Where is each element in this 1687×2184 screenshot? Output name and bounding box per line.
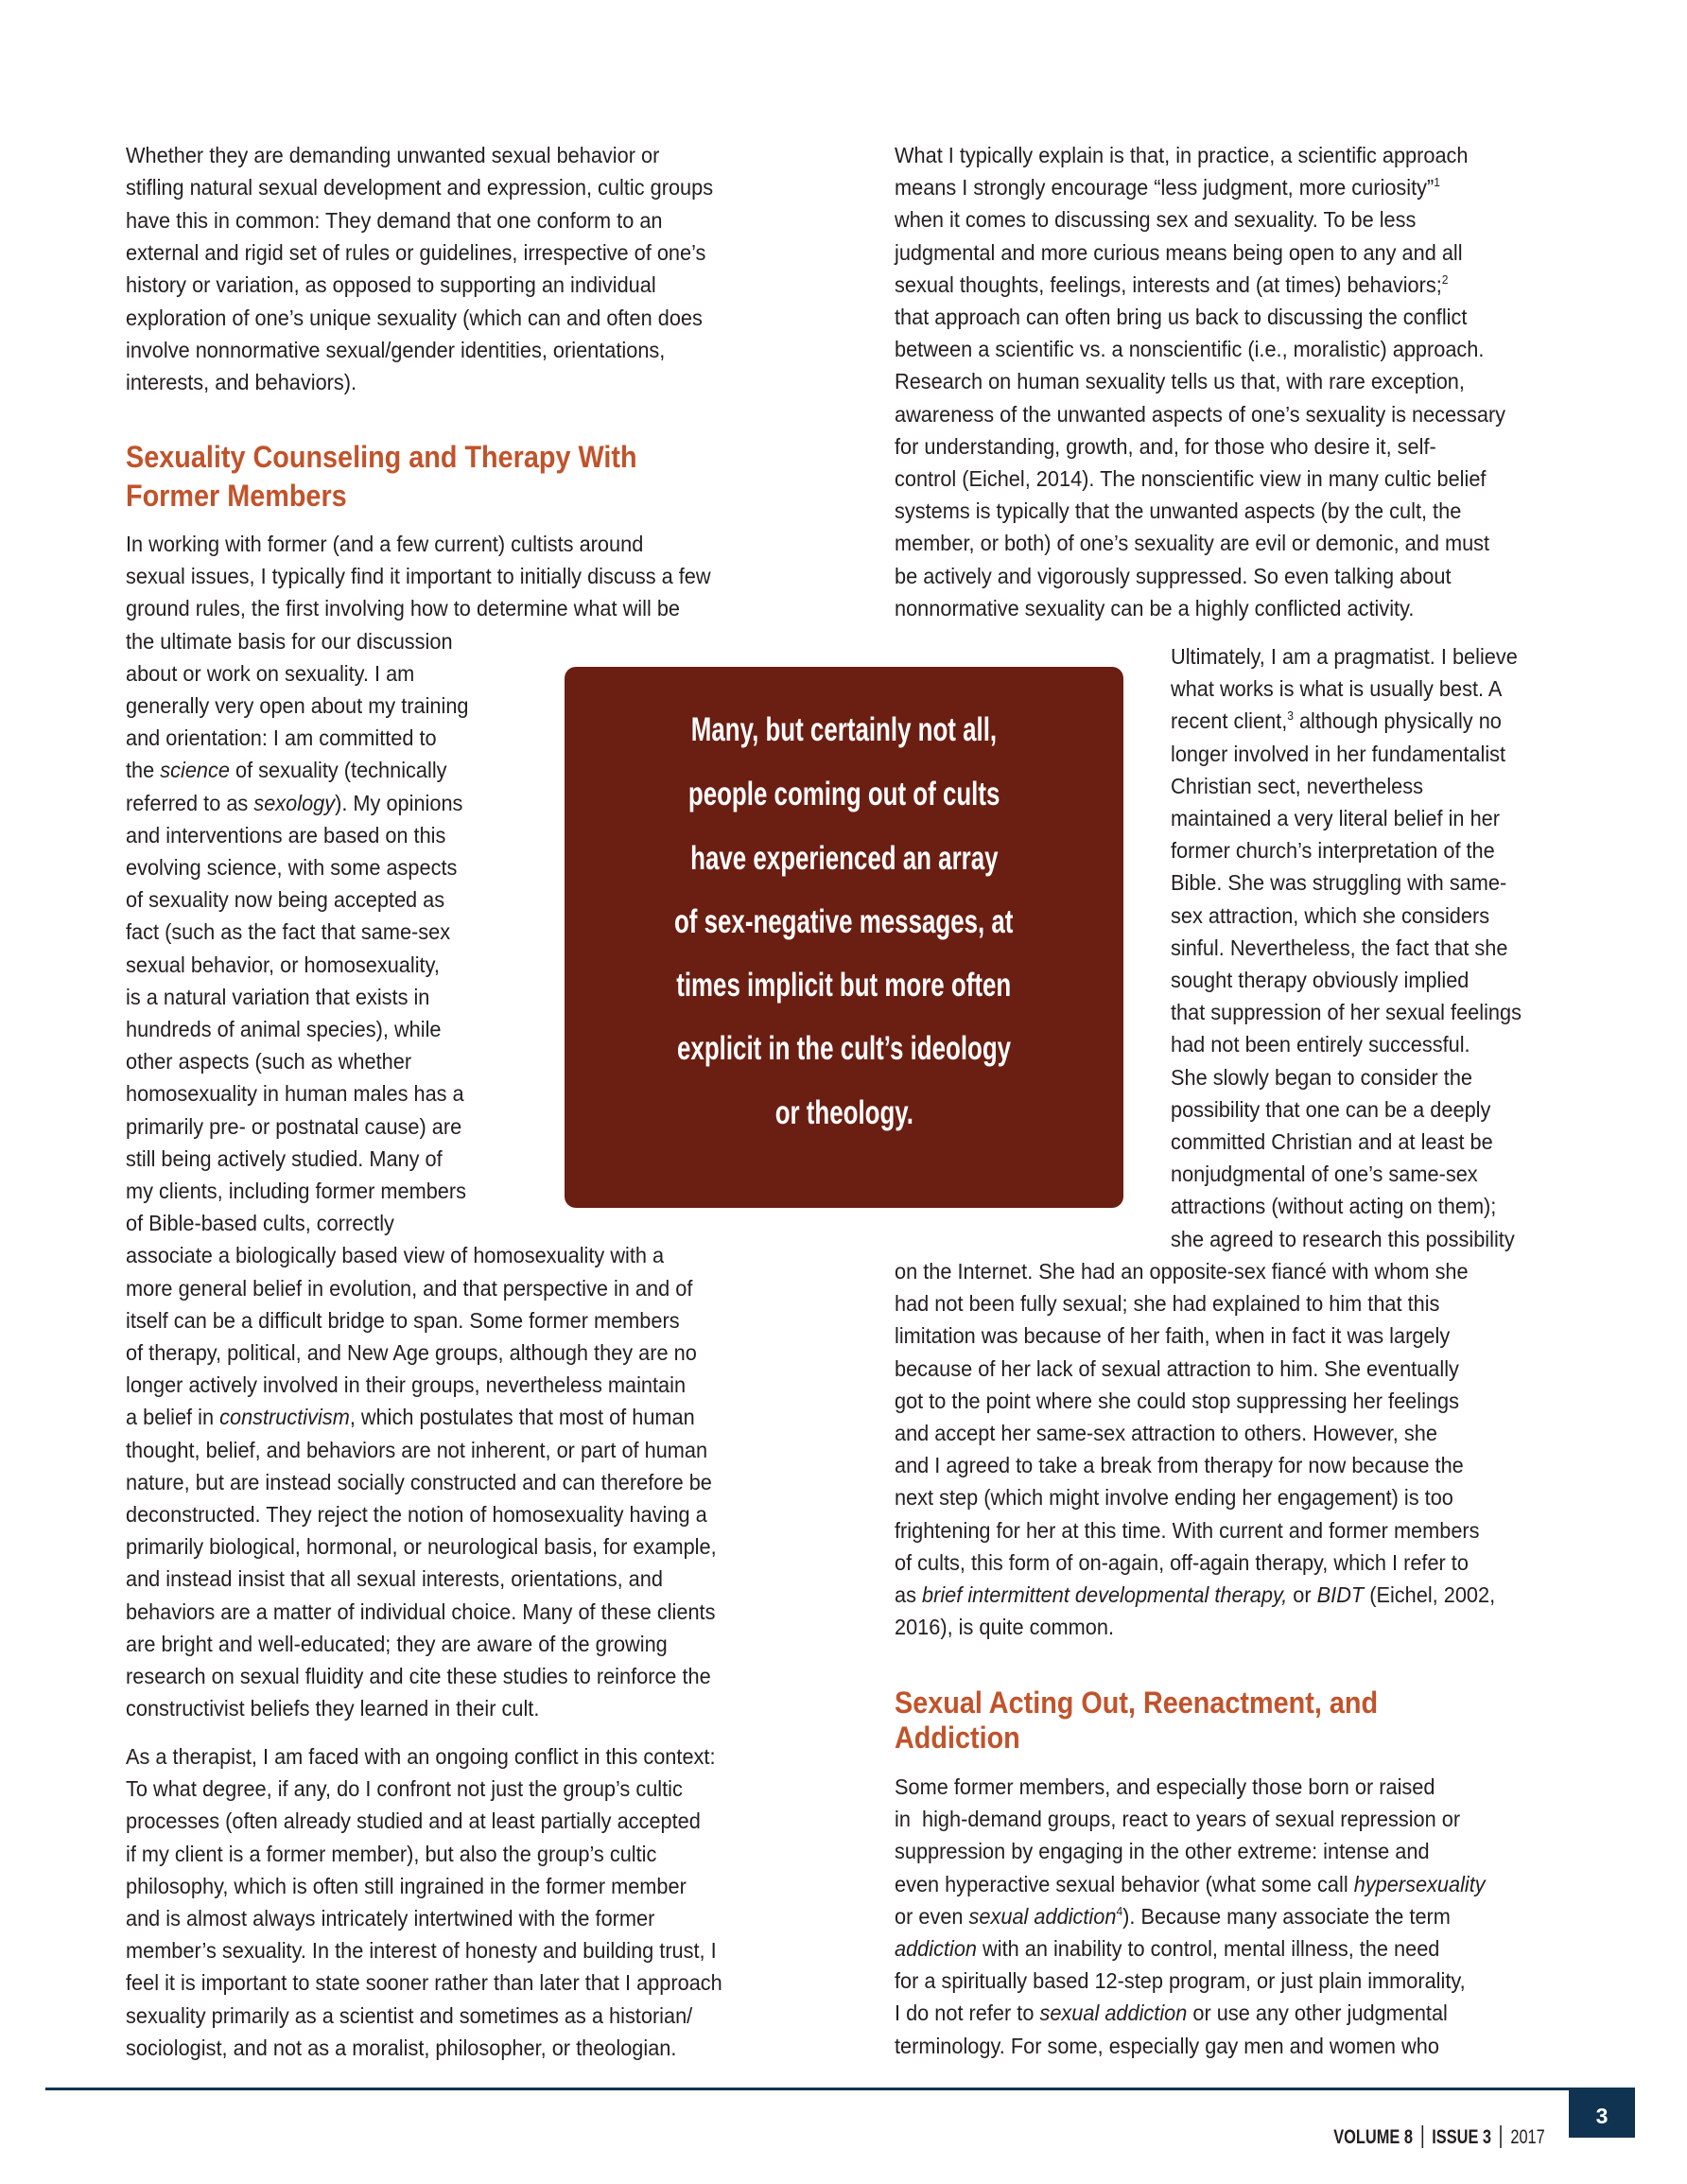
text-line: maintained a very literal belief in her	[1171, 806, 1500, 830]
text-line: control (Eichel, 2014). The nonscientific view in many cultic belief	[895, 466, 1487, 491]
text-line: committed Christian and at least be	[1171, 1129, 1493, 1154]
volume-label: VOLUME 8	[1333, 2126, 1413, 2148]
text-line: deconstructed. They reject the notion of homosexuality having a	[126, 1502, 707, 1527]
text-line: possibility that one can be a deeply	[1171, 1096, 1491, 1122]
text-line: are bright and well-educated; they are aware of the growing	[126, 1631, 668, 1656]
pull-quote-line: times implicit but more often	[676, 967, 1012, 1004]
text-line: that approach can often bring us back to discussing the conflict	[895, 305, 1468, 329]
text-line: member’s sexuality. In the interest of honesty and building trust, I	[126, 1938, 717, 1964]
text-line: what works is what is usually best. A	[1171, 676, 1503, 702]
text-line: research on sexual fluidity and cite these studies to reinforce the	[126, 1664, 711, 1688]
text-line: of cults, this form of on-again, off-again therapy, which I refer to	[895, 1549, 1469, 1575]
text-line: awareness of the unwanted aspects of one’s sexuality is necessary	[895, 401, 1506, 427]
text-line: if my client is a former member), but also the group’s cultic	[126, 1841, 657, 1866]
separator	[1421, 2125, 1423, 2148]
text-line: limitation was because of her faith, when in fact it was largely	[895, 1323, 1451, 1349]
pull-quote-line: explicit in the cult’s ideology	[676, 1030, 1012, 1067]
text-line: about or work on sexuality. I am	[126, 660, 415, 686]
text-line: sexual thoughts, feelings, interests and (at times) behaviors;$^2$	[895, 271, 1449, 297]
text-line: sex attraction, which she considers	[1171, 902, 1490, 928]
year-label: 2017	[1510, 2126, 1545, 2148]
text-line: longer involved in her fundamentalist	[1171, 741, 1506, 766]
text-line: other aspects (such as whether	[126, 1049, 412, 1075]
text-line: To what degree, if any, do I confront not just the group’s cultic	[126, 1776, 683, 1802]
text-line: referred to as sexology). My opinions	[126, 790, 463, 815]
text-line: longer actively involved in their groups, nevertheless maintain	[126, 1372, 687, 1398]
text-line: frightening for her at this time. With current and former members	[895, 1517, 1480, 1543]
text-line: because of her lack of sexual attraction to him. She eventually	[895, 1355, 1459, 1381]
text-line: As a therapist, I am faced with an ongoing conflict in this context:	[126, 1744, 716, 1769]
text-line: hundreds of animal species), while	[126, 1017, 442, 1041]
text-line: nonjudgmental of one’s same-sex	[1171, 1162, 1478, 1187]
text-line: a belief in constructivism, which postulates that most of human	[126, 1405, 695, 1430]
section-heading-sexual-acting-out-line-2: Addiction	[895, 1721, 1020, 1755]
text-line: associate a biologically based view of homosexuality with a	[126, 1243, 665, 1268]
text-line: next step (which might involve ending her engagement) is too	[895, 1485, 1453, 1511]
issue-label: ISSUE 3	[1432, 2126, 1492, 2148]
separator	[1500, 2125, 1502, 2148]
text-line: stifling natural sexual development and expression, cultic groups	[126, 175, 714, 201]
text-line: and interventions are based on this	[126, 822, 446, 847]
text-line: for a spiritually based 12-step program, or just plain immorality,	[895, 1968, 1466, 1994]
text-line: former church’s interpretation of the	[1171, 838, 1495, 864]
text-line: member, or both) of one’s sexuality are evil or demonic, and must	[895, 531, 1490, 556]
text-line: primarily biological, hormonal, or neurological basis, for example,	[126, 1534, 717, 1560]
text-line: addiction with an inability to control, mental illness, the need	[895, 1936, 1440, 1961]
text-line: interests, and behaviors).	[126, 370, 357, 395]
text-line: of therapy, political, and New Age groups, although they are no	[126, 1340, 697, 1365]
text-line: external and rigid set of rules or guidelines, irrespective of one’s	[126, 239, 706, 265]
issue-info	[1316, 2105, 1545, 2148]
text-line: Christian sect, nevertheless	[1171, 773, 1424, 798]
text-line: history or variation, as opposed to supporting an individual	[126, 272, 656, 298]
pull-quote-line: people coming out of cults	[687, 776, 1000, 812]
text-line: and accept her same-sex attraction to others. However, she	[895, 1421, 1437, 1445]
text-line: had not been entirely successful.	[1171, 1032, 1470, 1057]
text-line: generally very open about my training	[126, 693, 469, 718]
text-line: even hyperactive sexual behavior (what some call hypersexuality	[895, 1871, 1486, 1896]
text-line: is a natural variation that exists in	[126, 984, 430, 1009]
text-line: constructivist beliefs they learned in their cult.	[126, 1696, 540, 1721]
section-heading-sexuality-counseling-line-2: Former Members	[126, 479, 347, 513]
text-line: as brief intermittent developmental therapy, or BIDT (Eichel, 2002,	[895, 1582, 1496, 1607]
text-line: and orientation: I am committed to	[126, 725, 437, 751]
text-line: sexual behavior, or homosexuality,	[126, 952, 440, 977]
text-line: and instead insist that all sexual interests, orientations, and	[126, 1566, 663, 1592]
text-line: more general belief in evolution, and that perspective in and of	[126, 1275, 693, 1301]
section-heading-sexual-acting-out-line-1: Sexual Acting Out, Reenactment, and	[895, 1686, 1379, 1720]
text-line: sought therapy obviously implied	[1171, 968, 1470, 992]
text-line: or even sexual addiction$^4$). Because many associate the term	[895, 1903, 1451, 1929]
text-line: Bible. She was struggling with same-	[1171, 870, 1507, 896]
footer-divider	[45, 2088, 1635, 2090]
pull-quote-line: have experienced an array	[689, 840, 999, 877]
text-line: still being actively studied. Many of	[126, 1145, 443, 1171]
text-line: Whether they are demanding unwanted sexual behavior or	[126, 143, 660, 167]
text-line: thought, belief, and behaviors are not inherent, or part of human	[126, 1437, 708, 1462]
pull-quote-line: of sex-negative messages, at	[674, 903, 1014, 940]
text-line: In working with former (and a few current) cultists around	[126, 532, 644, 556]
text-line: involve nonnormative sexual/gender identities, orientations,	[126, 337, 666, 362]
text-line: terminology. For some, especially gay men and women who	[895, 2033, 1439, 2058]
text-line: nonnormative sexuality can be a highly conflicted activity.	[895, 595, 1415, 620]
text-line: between a scientific vs. a nonscientific (i.e., moralistic) approach.	[895, 337, 1485, 362]
text-line: the ultimate basis for our discussion	[126, 628, 453, 654]
text-line: I do not refer to sexual addiction or use any other judgmental	[895, 2001, 1448, 2026]
text-line: homosexuality in human males has a	[126, 1081, 464, 1107]
text-line: have this in common: They demand that one conform to an	[126, 207, 663, 233]
text-line: Some former members, and especially those born or raised	[895, 1774, 1435, 1799]
text-line: sinful. Nevertheless, the fact that she	[1171, 935, 1508, 960]
text-line: recent client,$^3$ although physically no	[1171, 708, 1502, 734]
text-line: evolving science, with some aspects	[126, 855, 458, 880]
text-line: got to the point where she could stop suppressing her feelings	[895, 1388, 1459, 1413]
text-line: Research on human sexuality tells us that, with rare exception,	[895, 369, 1465, 394]
text-line: be actively and vigorously suppressed. So even talking about	[895, 563, 1452, 588]
text-line: the science of sexuality (technically	[126, 758, 447, 783]
text-line: sexual issues, I typically find it important to initially discuss a few	[126, 564, 711, 589]
text-line: behaviors are a matter of individual choice. Many of these clients	[126, 1599, 716, 1624]
text-line: suppression by engaging in the other extreme: intense and	[895, 1839, 1430, 1864]
text-line: means I strongly encourage “less judgment, more curiosity”$^1$	[895, 175, 1440, 201]
text-line: primarily pre- or postnatal cause) are	[126, 1113, 462, 1139]
text-line: and I agreed to take a break from therapy for now because the	[895, 1453, 1464, 1478]
text-line: philosophy, which is often still ingrained in the former member	[126, 1873, 687, 1898]
pull-quote-line: or theology.	[774, 1094, 913, 1131]
text-line: on the Internet. She had an opposite-sex fiancé with whom she	[895, 1259, 1469, 1284]
text-line: feel it is important to state sooner rather than later that I approach	[126, 1970, 722, 1996]
text-line: exploration of one’s unique sexuality (which can and often does	[126, 305, 703, 330]
text-line: systems is typically that the unwanted aspects (by the cult, the	[895, 498, 1462, 524]
text-line: She slowly began to consider the	[1171, 1064, 1473, 1090]
text-line: and is almost always intricately intertwined with the former	[126, 1906, 655, 1931]
text-line: of Bible-based cults, correctly	[126, 1211, 394, 1236]
section-heading-sexuality-counseling-line-1: Sexuality Counseling and Therapy With	[126, 440, 637, 474]
text-line: fact (such as the fact that same-sex	[126, 919, 451, 945]
text-line: of sexuality now being accepted as	[126, 887, 445, 913]
text-line: ground rules, the first involving how to determine what will be	[126, 596, 681, 621]
text-line: for understanding, growth, and, for those who desire it, self-	[895, 433, 1436, 459]
text-line: sexuality primarily as a scientist and sometimes as a historian/	[126, 2002, 693, 2028]
pull-quote-box	[565, 667, 1123, 1208]
text-line: judgmental and more curious means being open to any and all	[895, 239, 1463, 265]
text-line: 2016), is quite common.	[895, 1615, 1114, 1640]
text-line: Ultimately, I am a pragmatist. I believe	[1171, 644, 1518, 669]
text-line: sociologist, and not as a moralist, philosopher, or theologian.	[126, 2035, 677, 2060]
text-line: when it comes to discussing sex and sexuality. To be less	[895, 207, 1417, 233]
text-line: attractions (without acting on them);	[1171, 1194, 1497, 1219]
text-line: itself can be a difficult bridge to span. Some former members	[126, 1307, 680, 1333]
text-line: that suppression of her sexual feelings	[1171, 1000, 1522, 1025]
page-number: 3	[1595, 2104, 1609, 2128]
text-line: processes (often already studied and at least partially accepted	[126, 1808, 701, 1834]
text-line: What I typically explain is that, in practice, a scientific approach	[895, 143, 1469, 167]
text-line: had not been fully sexual; she had explained to him that this	[895, 1291, 1440, 1317]
page-number-box	[1569, 2088, 1635, 2138]
text-line: she agreed to research this possibility	[1171, 1226, 1515, 1251]
text-line: my clients, including former members	[126, 1179, 466, 1203]
pull-quote-line: Many, but certainly not all,	[690, 711, 998, 748]
text-line: in high-demand groups, react to years of sexual repression or	[895, 1807, 1461, 1832]
text-line: nature, but are instead socially constructed and can therefore be	[126, 1469, 712, 1494]
